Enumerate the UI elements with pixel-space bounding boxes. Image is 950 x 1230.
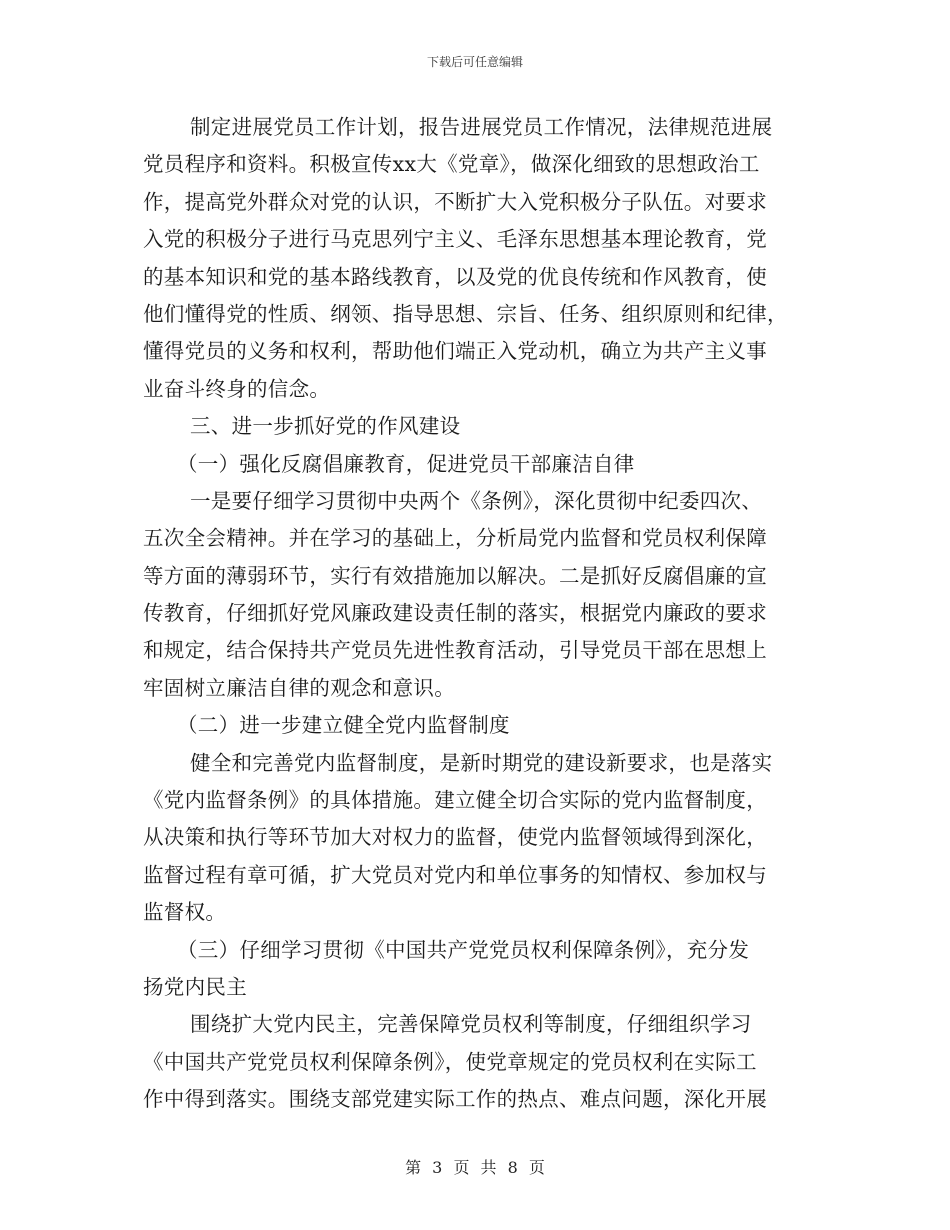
subsection-heading-continued: 扬党内民主 <box>143 974 247 999</box>
paragraph-line: 制定进展党员工作计划，报告进展党员工作情况，法律规范进展 <box>190 115 773 139</box>
paragraph-line: 作中得到落实。围绕支部党建实际工作的热点、难点问题，深化开展 <box>143 1087 767 1112</box>
page-footer: 第 3 页 共 8 页 <box>405 1158 545 1177</box>
paragraph-line: 入党的积极分子进行马克思列宁主义、毛泽东思想基本理论教育，党 <box>143 227 767 252</box>
subsection-heading: （二）进一步建立健全党内监督制度 <box>177 713 510 738</box>
document-body <box>143 109 803 1119</box>
paragraph-line: 懂得党员的义务和权利，帮助他们端正入党动机，确立为共产主义事 <box>143 339 767 364</box>
paragraph-line: 五次全会精神。并在学习的基础上，分析局党内监督和党员权利保障 <box>143 526 767 551</box>
paragraph-line: 围绕扩大党内民主，完善保障党员权利等制度，仔细组织学习 <box>190 1012 752 1037</box>
paragraph-line: 从决策和执行等环节加大对权力的监督，使党内监督领域得到深化， <box>143 825 767 850</box>
paragraph-line: 他们懂得党的性质、纲领、指导思想、宗旨、任务、组织原则和纪律， <box>143 301 788 326</box>
paragraph-line: 《中国共产党党员权利保障条例》，使党章规定的党员权利在实际工 <box>143 1049 757 1074</box>
paragraph-line: 监督权。 <box>143 900 227 925</box>
subsection-heading: （三）仔细学习贯彻《中国共产党党员权利保障条例》，充分发 <box>177 937 750 962</box>
paragraph-line: 等方面的薄弱环节，实行有效措施加以解决。二是抓好反腐倡廉的宣 <box>143 563 767 588</box>
section-heading: 三、进一步抓好党的作风建设 <box>190 414 461 439</box>
paragraph-line: 健全和完善党内监督制度，是新时期党的建设新要求，也是落实 <box>190 750 773 775</box>
paragraph-line: 《党内监督条例》的具体措施。建立健全切合实际的党内监督制度， <box>143 788 767 813</box>
paragraph-line: 牢固树立廉洁自律的观念和意识。 <box>143 675 455 700</box>
paragraph-line: 一是要仔细学习贯彻中央两个《条例》，深化贯彻中纪委四次、 <box>190 488 763 513</box>
paragraph-line: 监督过程有章可循，扩大党员对党内和单位事务的知情权、参加权与 <box>143 862 767 887</box>
page-header: 下载后可任意编辑 <box>426 55 523 69</box>
paragraph-line: 作，提高党外群众对党的认识，不断扩大入党积极分子队伍。对要求 <box>143 189 767 214</box>
paragraph-line: 和规定，结合保持共产党员先进性教育活动，引导党员干部在思想上 <box>143 638 767 663</box>
paragraph-line: 业奋斗终身的信念。 <box>143 376 331 401</box>
paragraph-line: 党员程序和资料。积极宣传xx大《党章》，做深化细致的思想政治工 <box>143 152 760 177</box>
paragraph-line: 的基本知识和党的基本路线教育，以及党的优良传统和作风教育，使 <box>143 264 767 289</box>
subsection-heading: （一）强化反腐倡廉教育，促进党员干部廉洁自律 <box>177 451 635 476</box>
paragraph-line: 传教育，仔细抓好党风廉政建设责任制的落实，根据党内廉政的要求 <box>143 601 767 626</box>
